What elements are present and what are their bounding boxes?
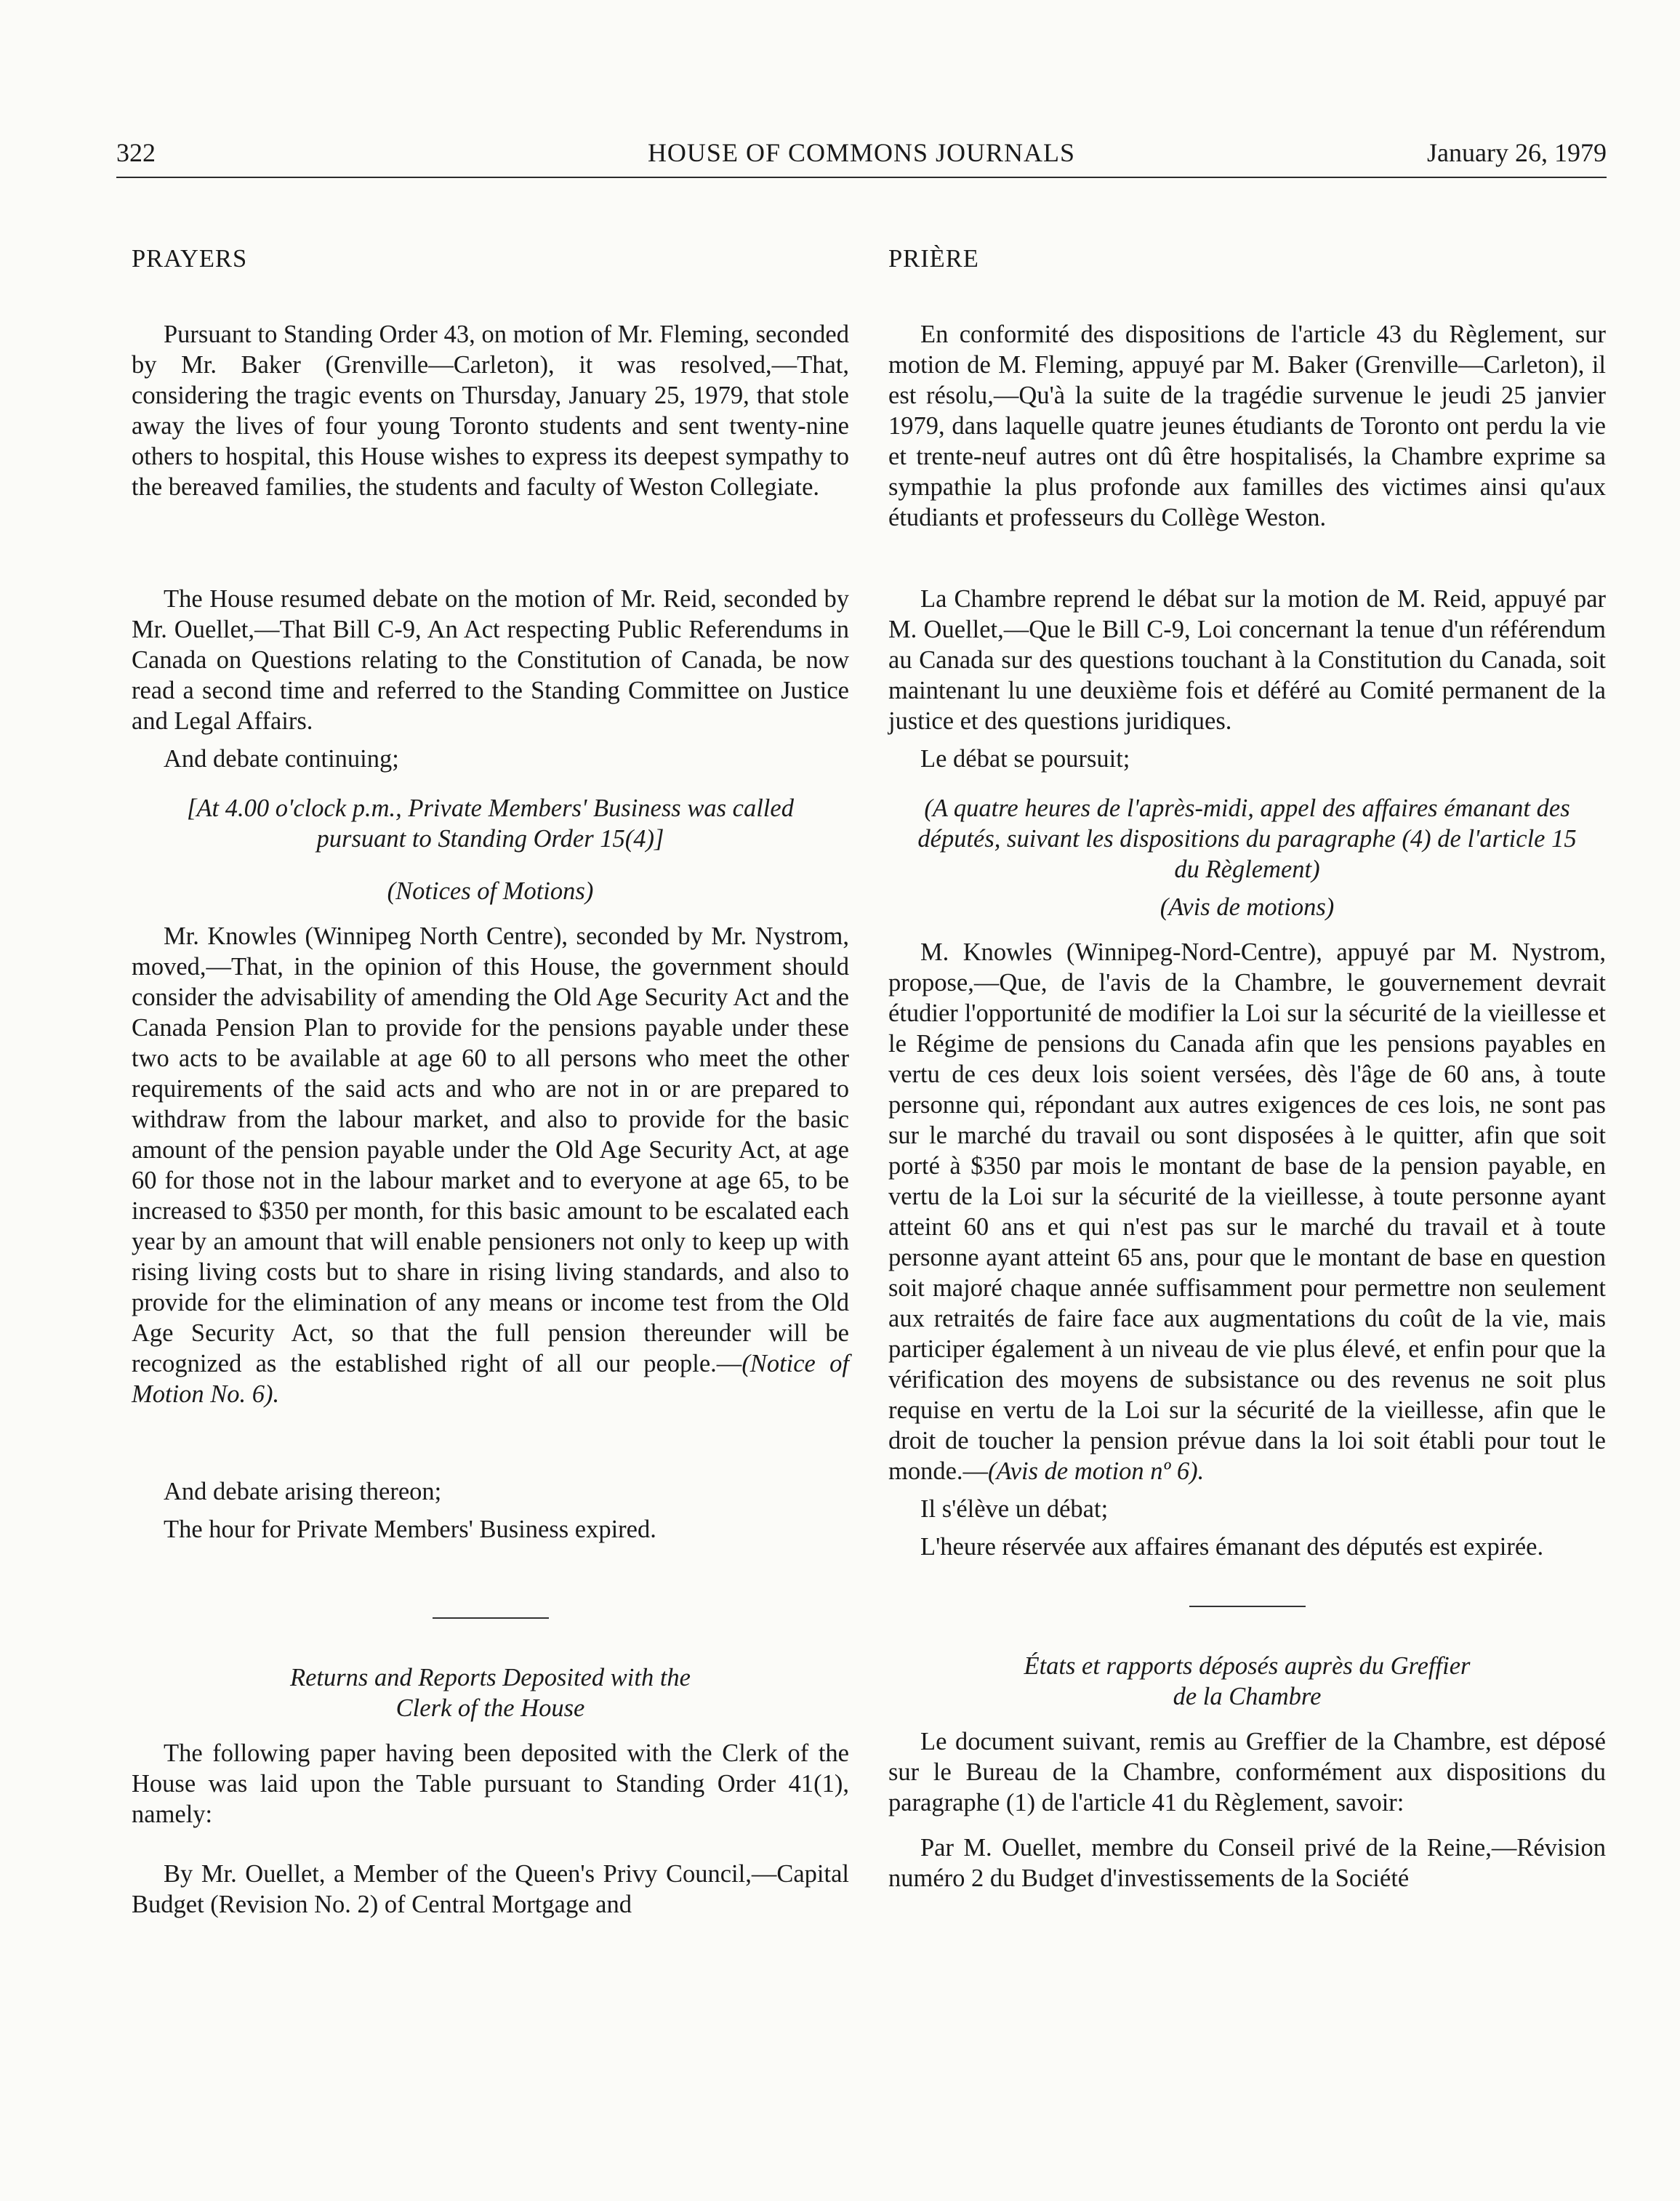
heure-expiree: L'heure réservée aux affaires émanant des députés est expirée.	[920, 1533, 1544, 1561]
etats-heading-line2: de la Chambre	[1173, 1683, 1322, 1710]
motion-reference-fr: (Avis de motion nº 6).	[988, 1457, 1205, 1485]
prayers-paragraph: Pursuant to Standing Order 43, on motion of Mr. Fleming, seconded by Mr. Baker (Grenville—Carleton), it was resolved,—That, considering the tragic events on Thursday, January 25, 1979, that stole away the lives of four young Toronto students and sent twenty-nine others to hospital, this House wishes to express its deepest sympathy to the bereaved families, the students and faculty of Weston Collegiate.	[132, 321, 849, 501]
debat-se-poursuit: Le débat se poursuit;	[920, 745, 1130, 773]
debate-arising: And debate arising thereon;	[164, 1478, 442, 1505]
etats-heading-line1: États et rapports déposés auprès du Greffier	[1024, 1652, 1471, 1680]
debate-paragraph: The House resumed debate on the motion of Mr. Reid, seconded by Mr. Ouellet,—That Bill C-9, An Act respecting Public Referendums in Canada on Questions relating to the Constitution of Canada, be now read a second time and referred to the Standing Committee on Justice and Legal Affairs.	[132, 585, 849, 735]
motion-texte: M. Knowles (Winnipeg-Nord-Centre), appuyé par M. Nystrom, propose,—Que, de l'avis de la Chambre, le gouvernement devrait étudier l'opportunité de modifier la Loi sur la sécurité de la vieillesse et le Régime de pensions du Canada afin que les pensions payables en vertu de ces deux lois soient versées, dès l'âge de 60 ans, à toute personne qui, répondant aux autres exigences de ces lois, ne sont pas sur le marché du travail ou sont disposées à le quitter, afin que soit porté à $350 par mois le montant de base de la pension payable, en vertu de la Loi sur la sécurité de la vieillesse, à toute personne ayant atteint 60 ans et qui n'est pas sur le marché du travail et à toute personne ayant atteint 65 ans, pour que le montant de base en question soit majoré chaque année suffisamment pour permettre non seulement aux retraités de faire face aux augmentations du coût de la vie, mais participer également à un niveau de vie plus élevé, et enfin pour que la vérification des moyens de subsistance ou des revenus ne soit plus requise en vertu de la Loi sur la sécurité de la vieillesse, afin que le droit de toucher la pension prévue dans la loi soit établi pour tout le monde.—	[888, 938, 1606, 1485]
ouellet-paragraph: By Mr. Ouellet, a Member of the Queen's Privy Council,—Capital Budget (Revision No. 2) of Central Mortgage and	[132, 1860, 849, 1918]
avis-heading: (Avis de motions)	[1159, 893, 1335, 921]
english-column	[132, 244, 849, 1920]
note-horaire: (A quatre heures de l'après-midi, appel des affaires émanant des députés, suivant les dispositions du paragraphe (4) de l'article 15 du Règlement)	[917, 794, 1577, 883]
time-note: [At 4.00 o'clock p.m., Private Members' Business was called pursuant to Standing Order 15(4)]	[187, 794, 794, 853]
journal-title: HOUSE OF COMMONS JOURNALS	[647, 138, 1076, 167]
motion-text: Mr. Knowles (Winnipeg North Centre), seconded by Mr. Nystrom, moved,—That, in the opinion of this House, the government should consider the advisability of amending the Old Age Security Act and the Canada Pension Plan to provide for the pensions payable under these two acts to be available at age 60 to all persons who meet the other requirements of the said acts and who are not in or are prepared to withdraw from the labour market, and also to provide for the basic amount of the pension payable under the Old Age Security Act, at age 60 for those not in the labour market and to everyone at age 65, to be increased to $350 per month, for this basic amount to be escalated each year by an amount that will enable pensioners not only to keep up with rising living costs but to share in rising living standards, and also to provide for the elimination of any means or income test from the Old Age Security Act, so that the full pension thereunder will be recognized as the established right of all our people.—	[132, 922, 849, 1377]
debat-paragraph: La Chambre reprend le débat sur la motion de M. Reid, appuyé par M. Ouellet,—Que le Bill C-9, Loi concernant la tenue d'un référendum au Canada sur des questions touchant à la Constitution du Canada, soit maintenant lu une deuxième fois et déféré au Comité permanent de la justice et des questions juridiques.	[888, 585, 1606, 735]
ouellet-paragraphe: Par M. Ouellet, membre du Conseil privé de la Reine,—Révision numéro 2 du Budget d'investissements de la Société	[888, 1834, 1606, 1892]
french-column	[888, 244, 1606, 1894]
header-rule	[116, 177, 1607, 178]
journal-date: January 26, 1979	[1427, 138, 1607, 167]
page-header	[116, 137, 1607, 169]
priere-paragraph: En conformité des dispositions de l'article 43 du Règlement, sur motion de M. Fleming, appuyé par M. Baker (Grenville—Carleton), il est résolu,—Qu'à la suite de la tragédie survenue le jeudi 25 janvier 1979, dans laquelle quatre jeunes étudiants de Toronto ont perdu la vie et trente-neuf autres ont dû être hospitalisés, la Chambre exprime sa sympathie la plus profonde aux familles des victimes ainsi qu'aux étudiants et professeurs du Collège Weston.	[888, 321, 1606, 531]
notices-heading: (Notices of Motions)	[387, 877, 594, 905]
motion-paragraphe	[888, 937, 1606, 1486]
prayers-heading: PRAYERS	[132, 245, 248, 273]
etats-paragraphe: Le document suivant, remis au Greffier de la Chambre, est déposé sur le Bureau de la Chambre, conformément aux dispositions du paragraphe (1) de l'article 41 du Règlement, savoir:	[888, 1728, 1606, 1816]
returns-paragraph: The following paper having been deposited with the Clerk of the House was laid upon the Table pursuant to Standing Order 41(1), namely:	[132, 1739, 849, 1828]
returns-heading-line1: Returns and Reports Deposited with the	[290, 1664, 691, 1691]
hour-expired: The hour for Private Members' Business expired.	[164, 1516, 656, 1543]
priere-heading: PRIÈRE	[888, 245, 979, 273]
motion-reference: (Notice of Motion No. 6).	[132, 1350, 849, 1408]
debat-survient: Il s'élève un débat;	[920, 1495, 1109, 1523]
page-number: 322	[116, 138, 156, 167]
motion-paragraph	[132, 921, 849, 1409]
debate-continuing: And debate continuing;	[164, 745, 399, 773]
returns-heading-line2: Clerk of the House	[395, 1694, 585, 1722]
